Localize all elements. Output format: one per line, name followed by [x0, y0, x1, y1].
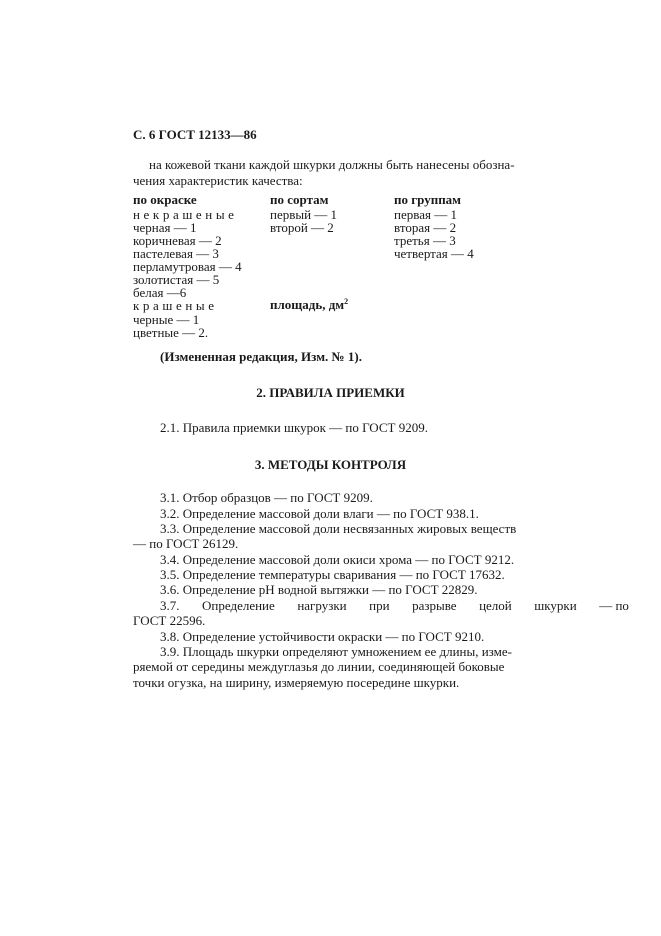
intro-line-2: чения характеристик качества:: [133, 173, 303, 188]
paragraph-3-4: 3.4. Определение массовой доли окиси хрома — по ГОСТ 9212.: [160, 552, 515, 567]
paragraph-3-3-cont: — по ГОСТ 26129.: [133, 536, 239, 551]
paragraph-2-1: 2.1. Правила приемки шкурок — по ГОСТ 9209.: [160, 420, 428, 435]
sort-item: первый — 1: [270, 207, 338, 222]
paragraph-3-5: 3.5. Определение температуры сваривания — по ГОСТ 17632.: [160, 567, 505, 582]
undyed-item: белая —6: [133, 285, 187, 300]
paragraph-3-7-word: нагрузки: [297, 598, 347, 613]
undyed-label: некрашеные: [133, 207, 238, 222]
paragraph-3-7-word: 3.7.: [160, 598, 180, 613]
paragraph-3-6: 3.6. Определение рН водной вытяжки — по ГОСТ 22829.: [160, 582, 478, 597]
undyed-item: пастелевая — 3: [133, 246, 219, 261]
dyed-label: крашеные: [133, 298, 218, 313]
sort-item: второй — 2: [270, 220, 334, 235]
group-item: вторая — 2: [394, 220, 457, 235]
paragraph-3-9-cont: точки огузка, на ширину, измеряемую посередине шкурки.: [133, 675, 460, 690]
group-heading: по группам: [394, 192, 462, 207]
amendment-note: (Измененная редакция, Изм. № 1).: [160, 349, 362, 364]
paragraph-3-7-word: целой: [479, 598, 512, 613]
paragraph-3-1: 3.1. Отбор образцов — по ГОСТ 9209.: [160, 490, 373, 505]
area-label-superscript: 2: [344, 297, 349, 306]
color-heading: по окраске: [133, 192, 197, 207]
paragraph-3-9: 3.9. Площадь шкурки определяют умножением ее длины, изме-: [160, 644, 512, 659]
dyed-item: черные — 1: [133, 312, 200, 327]
page-header: С. 6 ГОСТ 12133—86: [133, 127, 257, 142]
sort-heading: по сортам: [270, 192, 329, 207]
section-3-title: 3. МЕТОДЫ КОНТРОЛЯ: [254, 457, 407, 472]
paragraph-3-7-word: разрыве: [412, 598, 457, 613]
group-item: четвертая — 4: [394, 246, 474, 261]
area-label: [270, 298, 348, 311]
undyed-item: коричневая — 2: [133, 233, 222, 248]
paragraph-3-7: [160, 599, 629, 612]
paragraph-3-2: 3.2. Определение массовой доли влаги — по ГОСТ 938.1.: [160, 506, 479, 521]
section-2-title: 2. ПРАВИЛА ПРИЕМКИ: [256, 385, 405, 400]
paragraph-3-7-cont: ГОСТ 22596.: [133, 613, 206, 628]
area-label-text: площадь, дм: [270, 297, 345, 312]
undyed-item: золотистая — 5: [133, 272, 220, 287]
paragraph-3-3: 3.3. Определение массовой доли несвязанных жировых веществ: [160, 521, 517, 536]
undyed-item: черная — 1: [133, 220, 197, 235]
group-item: третья — 3: [394, 233, 456, 248]
paragraph-3-7-word: шкурки: [534, 598, 577, 613]
undyed-item: перламутровая — 4: [133, 259, 242, 274]
paragraph-3-7-word: Определение: [202, 598, 275, 613]
group-item: первая — 1: [394, 207, 457, 222]
paragraph-3-8: 3.8. Определение устойчивости окраски — по ГОСТ 9210.: [160, 629, 485, 644]
paragraph-3-7-word: при: [369, 598, 390, 613]
paragraph-3-7-word: — по: [599, 598, 629, 613]
intro-line-1: на кожевой ткани каждой шкурки должны быть нанесены обозна-: [149, 157, 515, 172]
paragraph-3-9-cont: ряемой от середины междуглазья до линии, соединяющей боковые: [133, 659, 505, 674]
dyed-item: цветные — 2.: [133, 325, 209, 340]
